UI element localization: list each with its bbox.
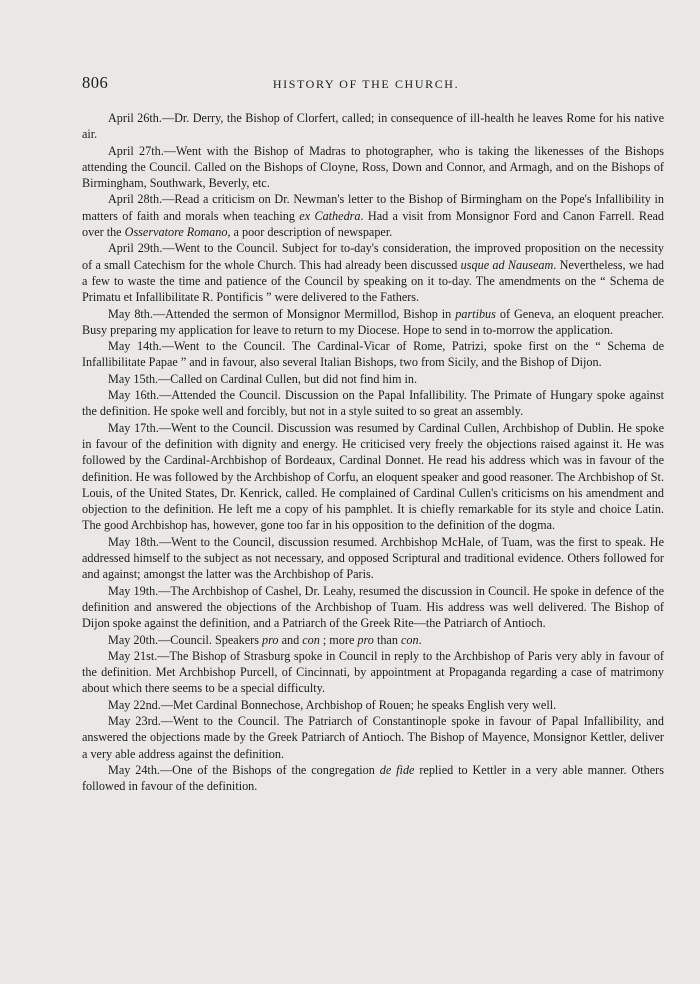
entry-text: April 29th.—Went to the Council. Subject for to-day's consideration, the improved proposition on the necessity of a small Catechism for the whole Church. This had already been discussed <box>82 241 664 272</box>
entry-text: May 17th.—Went to the Council. Discussion was resumed by Cardinal Cullen, Archbishop of Dublin. He spoke in favour of the definition with dignity and energy. He criticised very freely the objections raised against it. He was followed by the Cardinal-Archbishop of Bordeaux, Cardinal Donnet. He read his address which was in favour of the definition. He was followed by the Archbishop of Corfu, an eloquent speaker and good reasoner. The Archbishop of St. Louis, of the United States, Dr. Kenrick, called. He complained of Cardinal Cullen's criticisms on his amendment and objection to the definition. He left me a copy of his pamphlet. It is chiefly remarkable for its style and choice Latin. The good Archbishop has, however, gone too far in his opposition to the definition of the dogma. <box>82 420 664 533</box>
diary-entry <box>82 583 664 632</box>
italic-phrase: con <box>400 632 419 647</box>
diary-entry <box>82 143 664 192</box>
entry-text: May 22nd.—Met Cardinal Bonnechose, Archbishop of Rouen; he speaks English very well. <box>108 697 557 712</box>
diary-entry <box>82 534 664 583</box>
running-title: HISTORY OF THE CHURCH. <box>272 77 460 91</box>
italic-phrase: de fide <box>379 762 415 777</box>
page-header <box>82 73 650 97</box>
diary-text <box>82 110 664 794</box>
entry-text: April 27th.—Went with the Bishop of Madras to photographer, who is taking the likenesses of the Bishops attending the Council. Called on the Bishops of Cloyne, Ross, Down and Connor, and Armagh, and on the Bishops of Birmingham, Southwark, Beverly, etc. <box>82 143 664 191</box>
entry-text: ; more <box>319 632 358 647</box>
italic-phrase: ex Cathedra <box>299 208 361 223</box>
diary-entry <box>82 632 664 648</box>
entry-text: May 15th.—Called on Cardinal Cullen, but did not find him in. <box>108 371 418 386</box>
entry-text: than <box>373 632 401 647</box>
diary-entry <box>82 191 664 240</box>
diary-entry <box>82 110 664 143</box>
italic-phrase: pro <box>262 632 279 647</box>
entry-text: May 21st.—The Bishop of Strasburg spoke in Council in reply to the Archbishop of Paris very ably in favour of the definition. Met Archbishop Purcell, of Cincinnati, by appointment at Propaganda regarding a case of matrimony about which there seems to be a special difficulty. <box>82 648 664 696</box>
entry-text: . <box>418 632 422 647</box>
entry-text: May 14th.—Went to the Council. The Cardinal-Vicar of Rome, Patrizi, spoke first on the “ Schema de Infallibilitate Papae ” and in favour, also several Italian Bishops, two from Sicily, and the Bishop of Dijon. <box>82 339 664 370</box>
italic-phrase: Osservatore Romano <box>124 225 228 240</box>
diary-entry <box>82 371 664 387</box>
entry-text: . Nevertheless, we had a few to waste the time and patience of the Council by speaking on it to-day. The amendments on the “ Schema de Primatu et Infallibilitate R. Pontificis ” were delivered to the Fathers. <box>82 257 664 305</box>
italic-phrase: usque ad Nauseam <box>460 257 554 272</box>
italic-phrase: con <box>302 632 320 647</box>
diary-entry <box>82 240 664 305</box>
entry-text: April 26th.—Dr. Derry, the Bishop of Clorfert, called; in consequence of ill-health he leaves Rome for his native air. <box>82 111 664 142</box>
diary-entry <box>82 338 664 371</box>
diary-entry <box>82 762 664 795</box>
diary-entry <box>82 697 664 713</box>
diary-entry <box>82 420 664 534</box>
diary-entry <box>82 648 664 697</box>
entry-text: April 28th.—Read a criticism on Dr. Newman's letter to the Bishop of Birmingham on the Pope's Infallibility in matters of faith and morals when teaching <box>82 192 664 223</box>
entry-text: , a poor description of newspaper. <box>227 225 393 240</box>
entry-text: May 20th.—Council. Speakers <box>108 632 263 647</box>
entry-text: . Had a visit from Monsignor Ford and Canon Farrell. Read over the <box>82 208 664 240</box>
italic-phrase: pro <box>357 632 374 647</box>
entry-text: May 18th.—Went to the Council, discussion resumed. Archbishop McHale, of Tuam, was the first to speak. He addressed himself to the subject as not necessary, and opposed Scriptural and traditional evidence. Others followed for and against; amongst the latter was the Archbishop of Paris. <box>82 534 664 582</box>
diary-entry <box>82 387 664 420</box>
entry-text: May 16th.—Attended the Council. Discussion on the Papal Infallibility. The Primate of Hungary spoke against the definition. He spoke well and forcibly, but not in a style suited to so great an assembly. <box>82 388 664 419</box>
entry-text: of Geneva, an eloquent preacher. Busy preparing my application for leave to return to my Diocese. Hope to send in to-morrow the application. <box>82 306 664 337</box>
entry-text: and <box>278 632 303 647</box>
page-number: 806 <box>82 73 109 92</box>
entry-text: May 19th.—The Archbishop of Cashel, Dr. Leahy, resumed the discussion in Council. He spoke in defence of the definition and answered the objections of the Archbishop of Tuam. His address was well delivered. The Bishop of Dijon spoke against the definition, and a Patriarch of the Greek Rite—the Patriarch of Antioch. <box>82 583 664 631</box>
diary-entry <box>82 306 664 339</box>
entry-text: May 23rd.—Went to the Council. The Patriarch of Constantinople spoke in favour of Papal Infallibility, and answered the objections made by the Greek Patriarch of Antioch. The Bishop of Mayence, Monsignor Kettler, deliver a very able address against the definition. <box>82 713 664 761</box>
italic-phrase: partibus <box>455 306 496 321</box>
entry-text: May 24th.—One of the Bishops of the congregation <box>108 762 380 777</box>
diary-entry <box>82 713 664 762</box>
entry-text: May 8th.—Attended the sermon of Monsignor Mermillod, Bishop in <box>108 306 456 321</box>
entry-text: replied to Kettler in a very able manner. Others followed in favour of the definition. <box>82 762 664 794</box>
